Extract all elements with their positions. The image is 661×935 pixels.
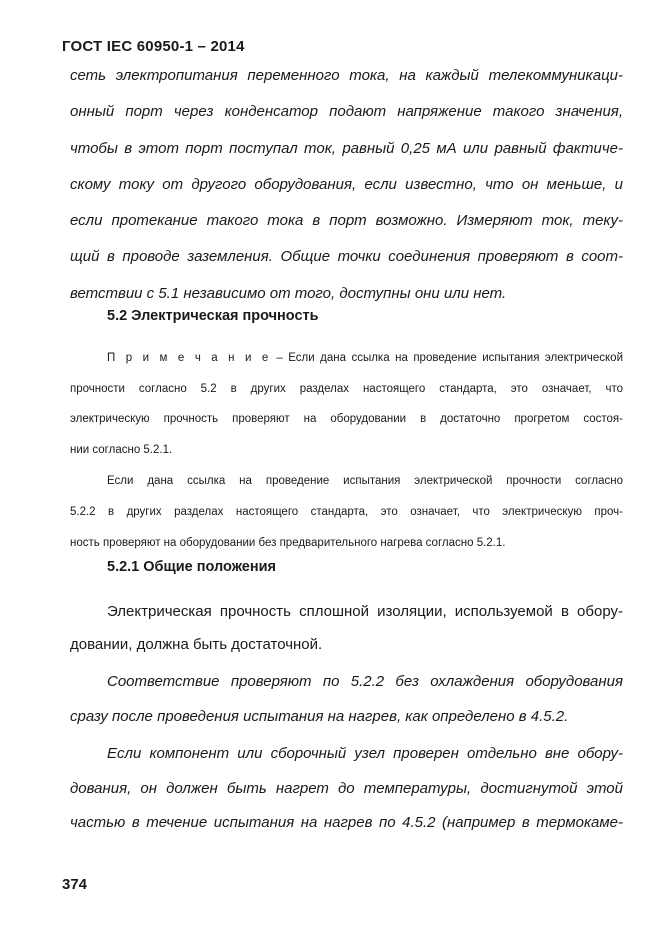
text-line: прочности согласно 5.2 в других разделах настоящего стандарта, это означает, что [70, 382, 623, 395]
text-line: частью в течение испытания на нагрев по 4.5.2 (например в термокаме- [70, 814, 623, 831]
general-paragraph [70, 595, 623, 661]
text-line: чтобы в этот порт поступал ток, равный 0,25 мА или равный фактиче- [70, 139, 623, 157]
text-line: сеть электропитания переменного тока, на каждый телекоммуникаци- [70, 67, 623, 84]
compliance-paragraph [70, 664, 623, 734]
text-line: дования, он должен быть нагрет до температуры, достигнутой этой [70, 779, 623, 797]
text-line [70, 343, 623, 374]
text-line: если протекание такого тока в порт возможно. Измеряют ток, теку- [70, 212, 623, 230]
note-paragraph [70, 343, 623, 465]
component-paragraph [70, 737, 623, 841]
text-line: онный порт через конденсатор подают напряжение такого значения, [70, 103, 623, 121]
text-line: нии согласно 5.2.1. [70, 443, 173, 456]
text-line: Если дана ссылка на проведение испытания электрической прочности согласно [107, 475, 623, 487]
note-label: П р и м е ч а н и е [107, 352, 271, 364]
document-header: ГОСТ IEC 60950-1 – 2014 [62, 38, 245, 55]
note-paragraph-2 [70, 466, 623, 559]
text-line: сразу после проведения испытания на нагрев, как определено в 4.5.2. [70, 708, 569, 725]
text-line: ность проверяют на оборудовании без предварительного нагрева согласно 5.2.1. [70, 537, 506, 549]
intro-paragraph [70, 58, 623, 312]
text-line: довании, должна быть достаточной. [70, 636, 323, 653]
text-line: Соответствие проверяют по 5.2.2 без охлаждения оборудования [107, 673, 623, 690]
note-text: – Если дана ссылка на проведение испытания электрической [270, 352, 624, 364]
text-line: Электрическая прочность сплошной изоляции, используемой в обору- [107, 603, 623, 620]
text-line: ветствии с 5.1 независимо от того, доступны они или нет. [70, 284, 507, 302]
text-line: электрическую прочность проверяют на оборудовании в достаточно прогретом состоя- [70, 413, 623, 426]
text-line: щий в проводе заземления. Общие точки соединения проверяют в соот- [70, 248, 623, 266]
page-number: 374 [62, 876, 88, 893]
text-line: скому току от другого оборудования, если известно, что он меньше, и [70, 175, 623, 193]
section-heading-5-2: 5.2 Электрическая прочность [107, 308, 319, 324]
text-line: Если компонент или сборочный узел проверен отдельно вне обору- [107, 745, 623, 762]
text-line: 5.2.2 в других разделах настоящего стандарта, это означает, что электрическую проч- [70, 506, 623, 518]
section-heading-5-2-1: 5.2.1 Общие положения [107, 559, 276, 575]
